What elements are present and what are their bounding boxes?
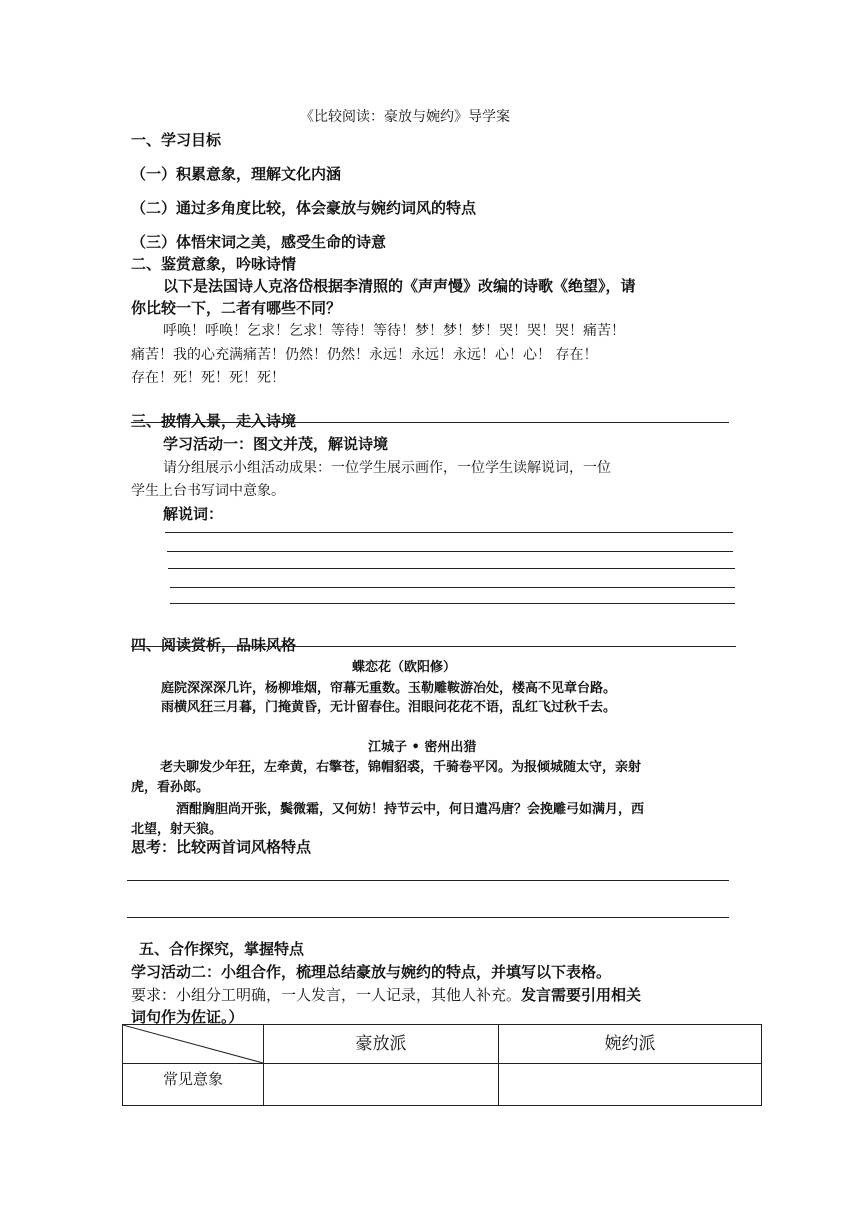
writing-line <box>127 917 729 918</box>
diagonal-divider <box>123 1025 263 1063</box>
row-label: 常见意象 <box>123 1064 264 1106</box>
header-haofang: 豪放派 <box>264 1025 499 1064</box>
poem-line: 痛苦！我的心充满痛苦！仍然！仍然！永远！永远！永远！心！心！ 存在！ <box>131 347 598 363</box>
strike-line <box>131 422 729 423</box>
objective-item: （一）积累意象，理解文化内涵 <box>131 165 342 183</box>
poem1-title: 蝶恋花（欧阳修） <box>352 660 457 675</box>
poem-line: 呼唤！呼唤！乞求！乞求！等待！等待！梦！梦！梦！哭！哭！哭！痛苦！ <box>163 323 625 339</box>
writing-line <box>170 603 735 604</box>
writing-line <box>168 568 735 569</box>
activity-desc: 请分组展示小组活动成果：一位学生展示画作，一位学生读解说词，一位 <box>163 460 611 476</box>
poem2-line: 老夫聊发少年狂，左牵黄，右擎苍，锦帽貂裘，千骑卷平冈。为报倾城随太守，亲射 <box>160 760 642 775</box>
poem2-line: 酒酣胸胆尚开张，鬓微霜，又何妨！持节云中，何日遣冯唐？会挽雕弓如满月，西 <box>176 802 645 817</box>
intro-text: 你比较一下，二者有哪些不同？ <box>131 299 342 317</box>
section-2-heading: 二、鉴赏意象，吟咏诗情 <box>131 255 297 273</box>
objective-item: （三）体悟宋词之美，感受生命的诗意 <box>131 233 387 251</box>
section-5-heading: 五、合作探究，掌握特点 <box>139 940 305 958</box>
requirement-text: 词句作为佐证。） <box>131 1008 244 1026</box>
commentary-label: 解说词： <box>163 505 224 523</box>
table-cell-wanyue[interactable] <box>499 1064 762 1106</box>
table-corner-cell <box>123 1025 264 1064</box>
activity-desc: 学生上台书写词中意象。 <box>131 483 285 499</box>
poem2-title: 江城子 • 密州出猎 <box>368 740 477 755</box>
page-title: 《比较阅读：豪放与婉约》导学案 <box>300 109 510 125</box>
section-3-heading: 三、披情入景，走入诗境 <box>131 412 297 430</box>
poem1-line: 雨横风狂三月暮，门掩黄昏，无计留春住。泪眼问花花不语，乱红飞过秋千去。 <box>161 700 617 715</box>
section-1-heading: 一、学习目标 <box>131 131 222 149</box>
comparison-table <box>122 1024 762 1106</box>
writing-line <box>170 587 735 588</box>
strike-line <box>131 646 736 647</box>
activity-title: 学习活动一：图文并茂，解说诗境 <box>163 435 389 453</box>
poem1-line: 庭院深深深几许，杨柳堆烟，帘幕无重数。玉勒雕鞍游冶处，楼高不见章台路。 <box>161 681 617 696</box>
requirement-normal: 要求：小组分工明确，一人发言，一人记录，其他人补充。 <box>131 986 522 1004</box>
intro-text: 以下是法国诗人克洛岱根据李清照的《声声慢》改编的诗歌《绝望》，请 <box>163 277 636 295</box>
requirement-text <box>131 984 641 1005</box>
activity-title: 学习活动二：小组合作，梳理总结豪放与婉约的特点，并填写以下表格。 <box>131 963 612 981</box>
objective-item: （二）通过多角度比较，体会豪放与婉约词风的特点 <box>131 199 477 217</box>
requirement-bold: 发言需要引用相关 <box>521 986 642 1004</box>
think-prompt: 思考：比较两首词风格特点 <box>131 838 312 856</box>
poem2-line: 北望，射天狼。 <box>131 822 223 837</box>
header-wanyue: 婉约派 <box>499 1025 762 1064</box>
section-4-heading: 四、阅读赏析，品味风格 <box>131 636 297 654</box>
table-cell-haofang[interactable] <box>264 1064 499 1106</box>
writing-line <box>167 551 733 552</box>
writing-line <box>127 880 729 881</box>
poem-line: 存在！死！死！死！死！ <box>131 370 285 386</box>
poem2-line: 虎，看孙郎。 <box>131 780 210 795</box>
writing-line <box>165 532 733 533</box>
